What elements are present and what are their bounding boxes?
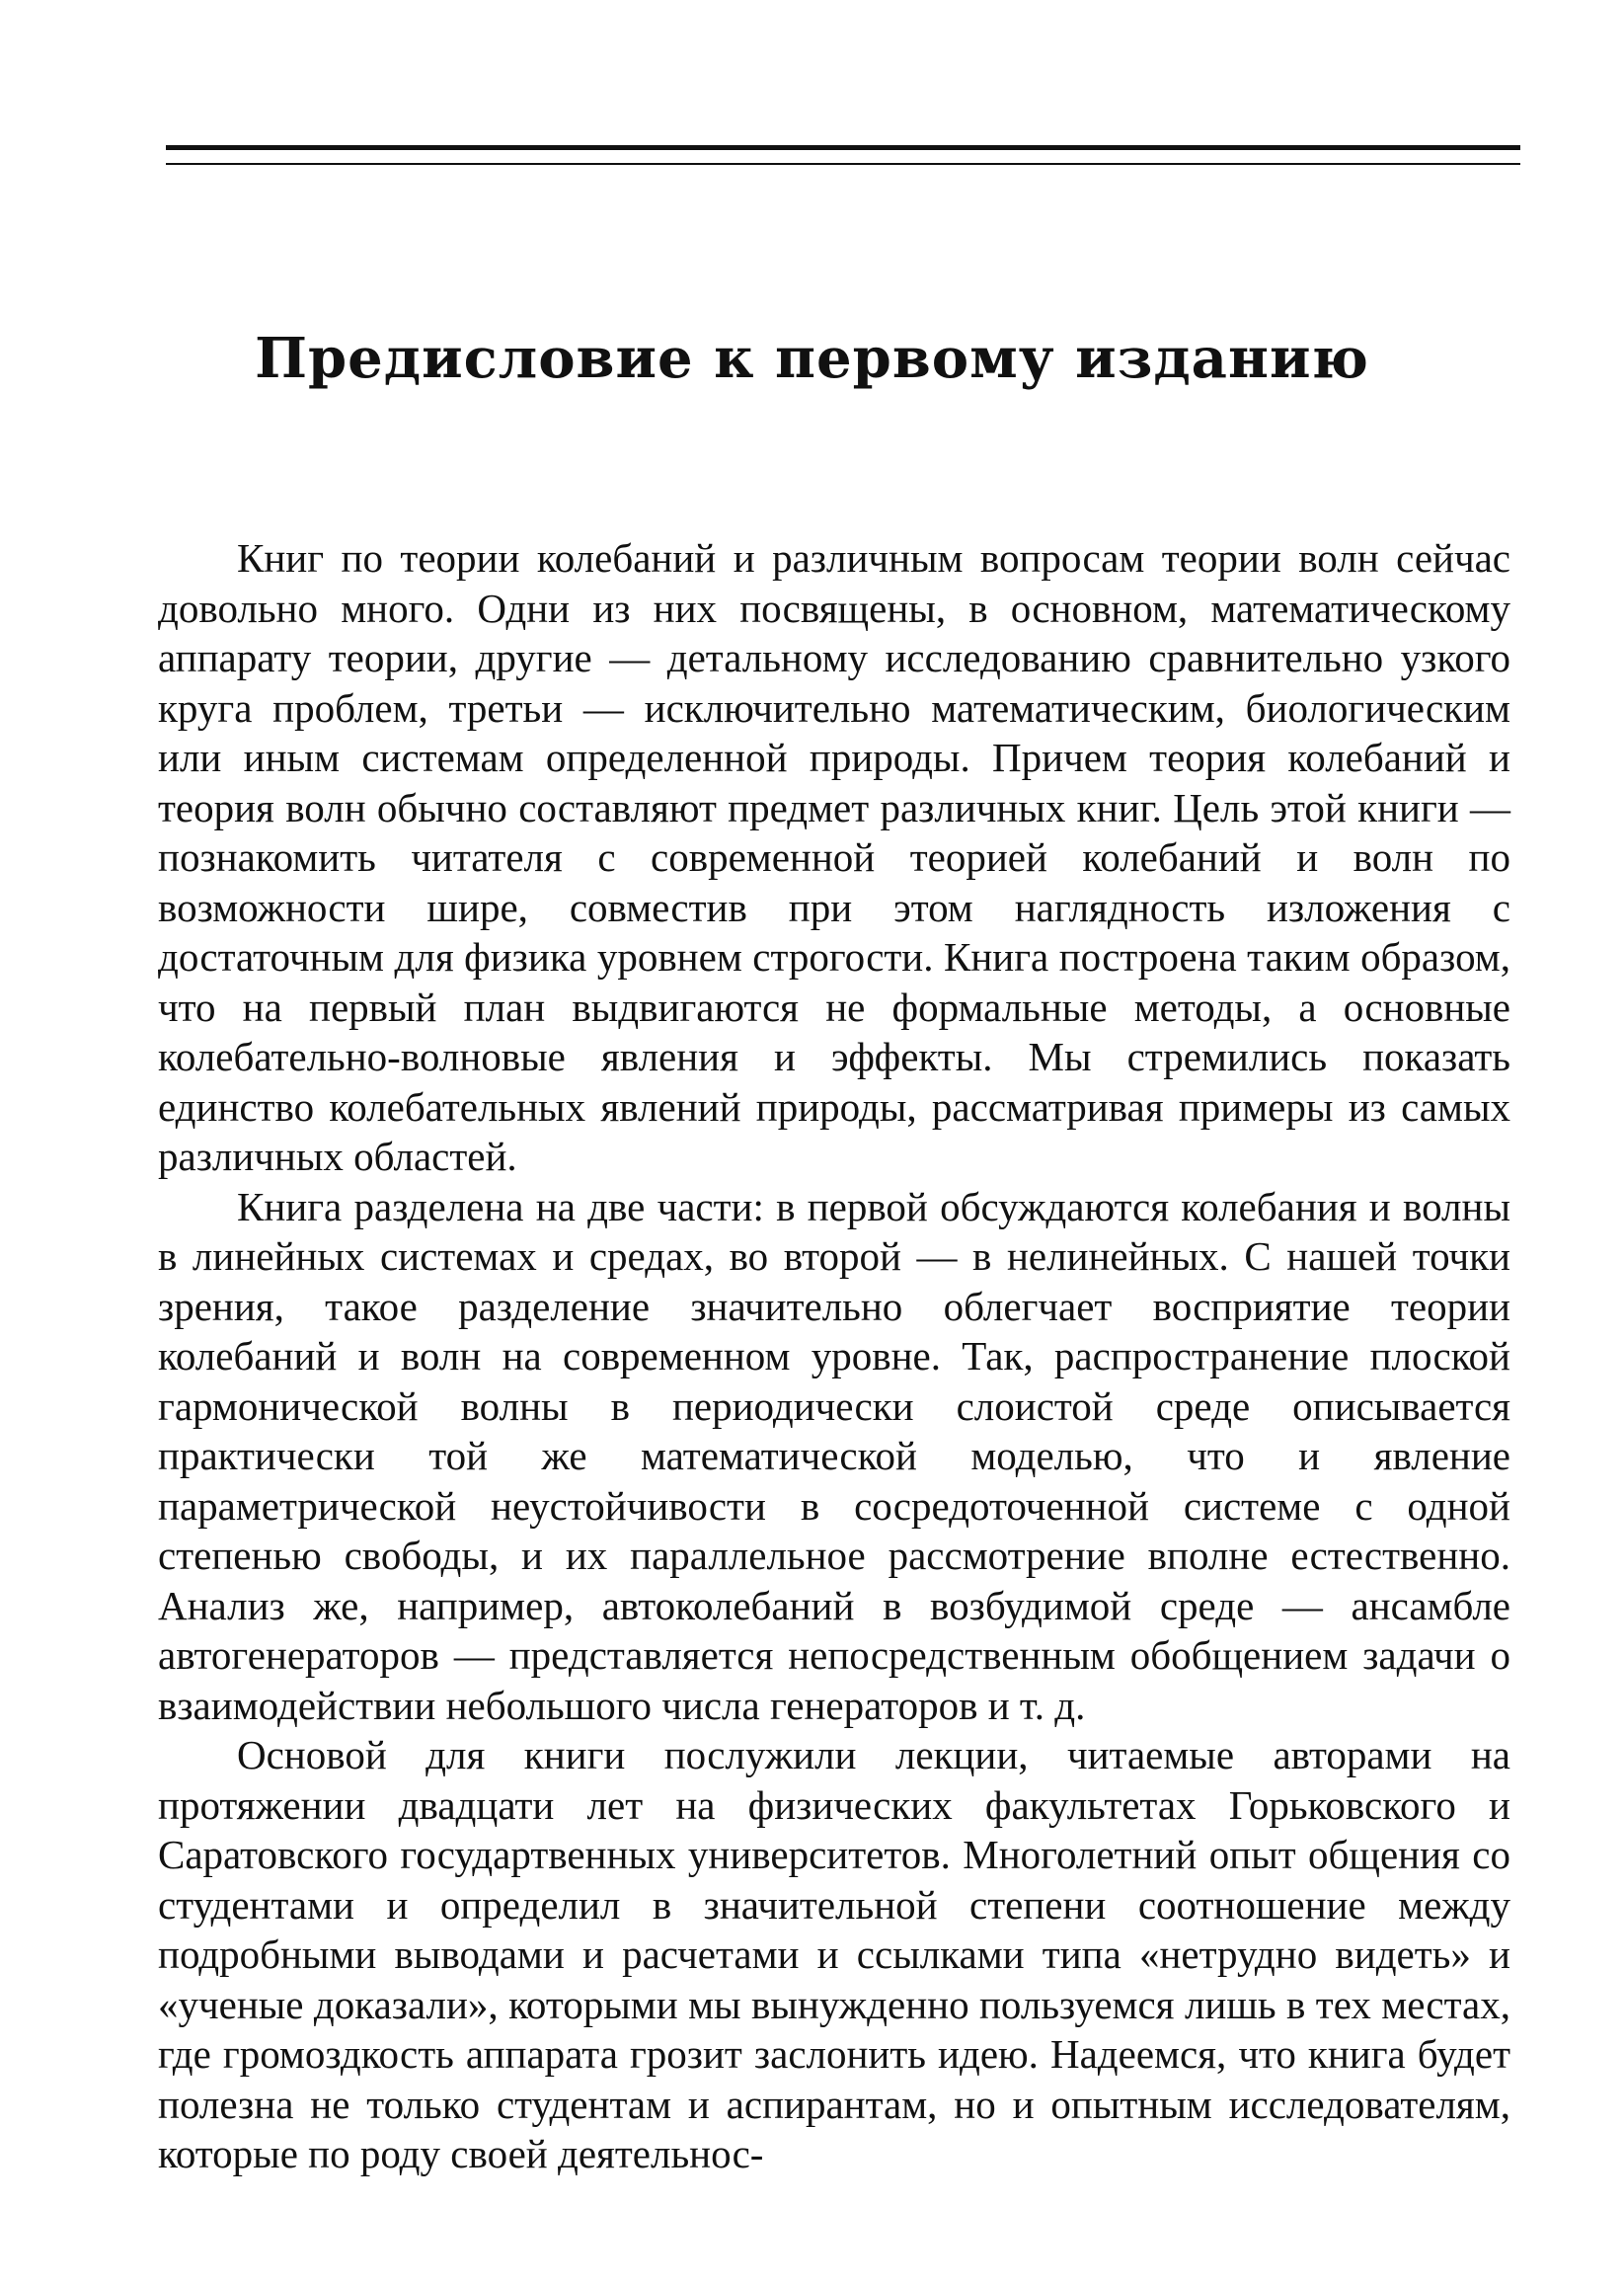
header-rule-thick xyxy=(166,145,1520,150)
paragraph-1: Книг по теории колебаний и различным вопросам теории волн сейчас довольно много. Одни из них посвящены, в основном, математическому аппарату теории, другие — детальному исследованию сравнительно узкого круга проблем, третьи — исключительно математическим, биологическим или иным системам определенной природы. Причем теория колебаний и теория волн обычно составляют предмет различных книг. Цель этой книги — познакомить читателя с современной теорией колебаний и волн по возможности шире, совместив при этом наглядность изложения с достаточным для физика уровнем строгости. Книга построена таким образом, что на первый план выдвигаются не формальные методы, а основные колебательно-волновые явления и эффекты. Мы стремились показать единство колебательных явлений природы, рассматривая примеры из самых различных областей. xyxy=(158,535,1510,1179)
page-title: Предисловие к первому изданию xyxy=(255,326,1369,391)
paragraph-3: Основой для книги послужили лекции, читаемые авторами на протяжении двадцати лет на физических факультетах Горьковского и Саратовского государтвенных университетов. Многолетний опыт общения со студентами и определил в значительной степени соотношение между подробными выводами и расчетами и ссылками типа «нетрудно видеть» и «ученые доказали», которыми мы вынужденно пользуемся лишь в тех местах, где громоздкость аппарата грозит заслонить идею. Надеемся, что книга будет полезна не только студентам и аспирантам, но и опытным исследователям, которые по роду своей деятельнос- xyxy=(158,1732,1510,2176)
body-text xyxy=(158,533,1510,2179)
paragraph-2: Книга разделена на две части: в первой обсуждаются колебания и волны в линейных системах и средах, во второй — в нелинейных. С нашей точки зрения, такое разделение значительно облегчает восприятие теории колебаний и волн на современном уровне. Так, распространение плоской гармонической волны в периодически слоистой среде описывается практически той же математической моделью, что и явление параметрической неустойчивости в сосредоточенной системе с одной степенью свободы, и их параллельное рассмотрение вполне естественно. Анализ же, например, автоколебаний в возбудимой среде — ансамбле автогенераторов — представляется непосредственным обобщением задачи о взаимодействии небольшого числа генераторов и т. д. xyxy=(158,1183,1510,1728)
header-rule-thin xyxy=(166,163,1520,165)
